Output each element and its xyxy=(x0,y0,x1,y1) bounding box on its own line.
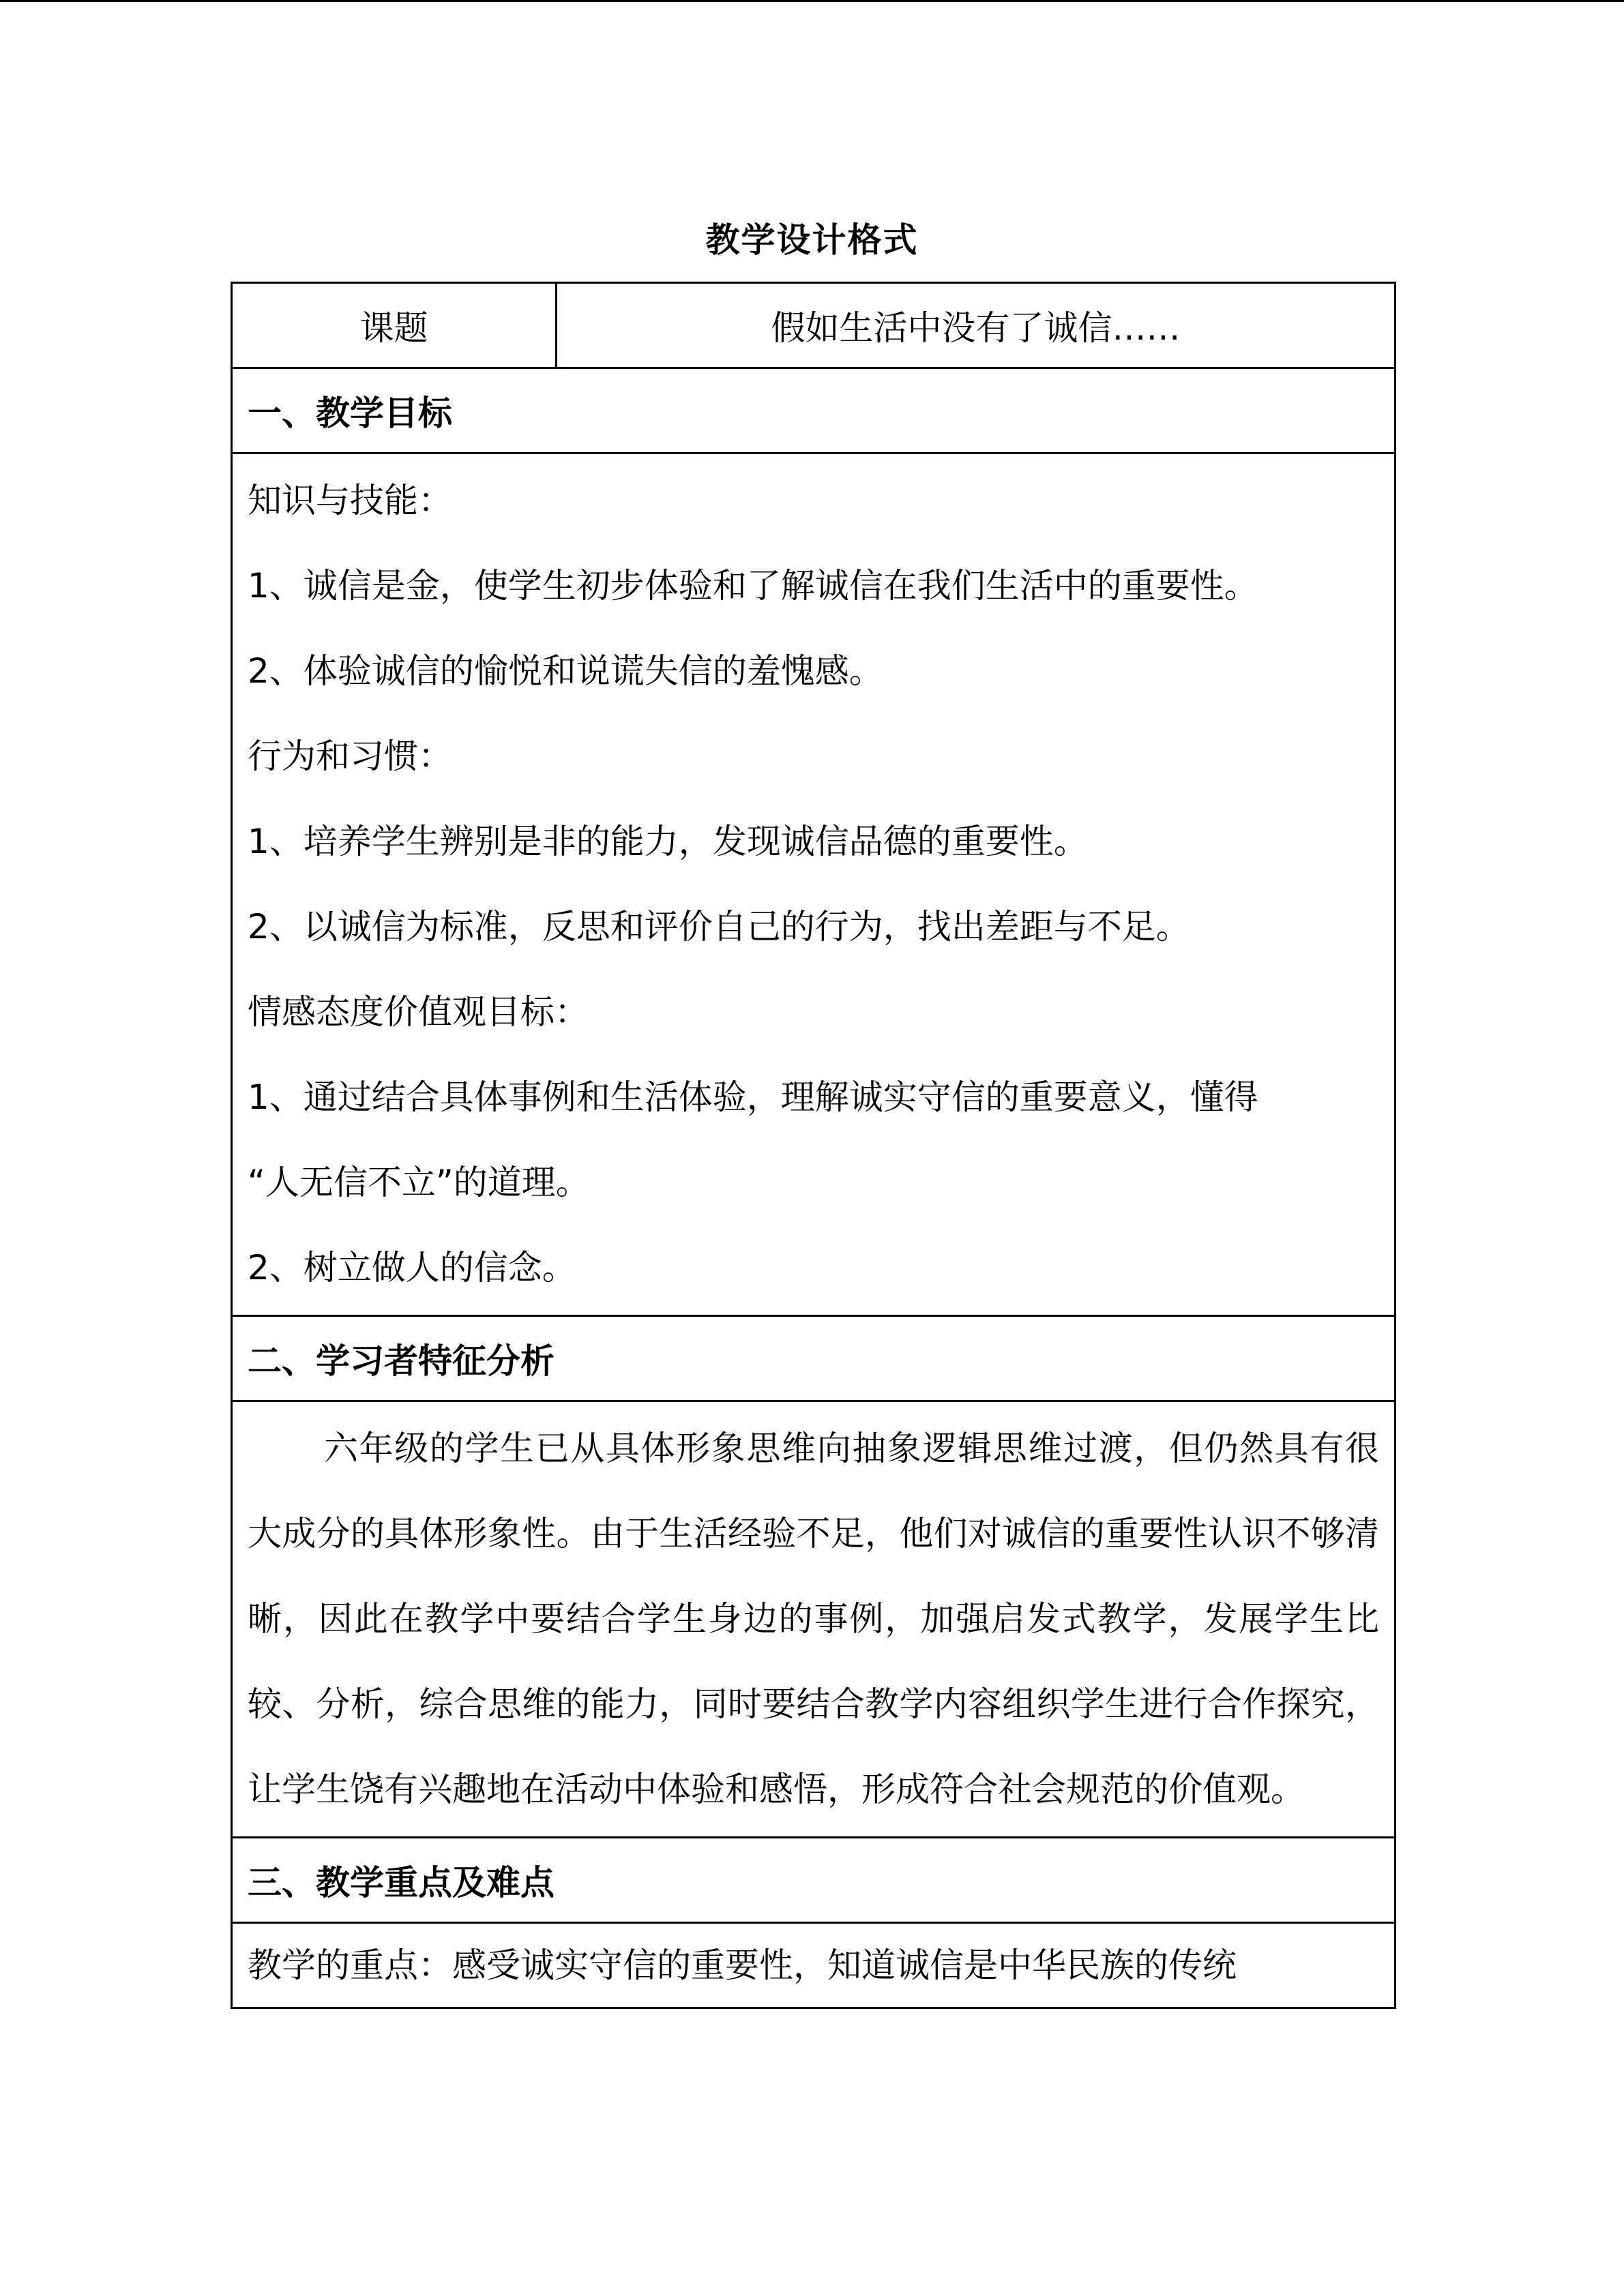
key-points-text: 教学的重点：感受诚实守信的重要性，知道诚信是中华民族的传统 xyxy=(248,1945,1237,1985)
objectives-line: 情感态度价值观目标： xyxy=(248,992,589,1032)
objectives-line: 1、培养学生辨别是非的能力，发现诚信品德的重要性。 xyxy=(248,822,1088,861)
objectives-content xyxy=(232,453,1396,1316)
learners-content xyxy=(232,1401,1396,1838)
objectives-line: “人无信不立”的道理。 xyxy=(248,1163,590,1202)
learners-heading: 二、学习者特征分析 xyxy=(232,1316,1396,1401)
learners-content-row xyxy=(232,1401,1396,1838)
objectives-line: 行为和习惯： xyxy=(248,736,452,776)
learners-paragraph: 六年级的学生已从具体形象思维向抽象逻辑思维过渡，但仍然具有很大成分的具体形象性。由于生活经验不足，他们对诚信的重要性认识不够清晰，因此在教学中要结合学生身边的事例，加强启发式教学，发展学生比较、分析，综合思维的能力，同时要结合教学内容组织学生进行合作探究，让学生饶有兴趣地在活动中体验和感悟，形成符合社会规范的价值观。 xyxy=(248,1429,1379,1809)
page-top-border xyxy=(0,0,1624,2)
objectives-line: 知识与技能： xyxy=(248,481,452,520)
objectives-line: 2、以诚信为标准，反思和评价自己的行为，找出差距与不足。 xyxy=(248,907,1190,946)
topic-value: 假如生活中没有了诚信…… xyxy=(557,283,1396,368)
key-points-content-row xyxy=(232,1923,1396,2008)
objectives-line: 2、体验诚信的愉悦和说谎失信的羞愧感。 xyxy=(248,651,883,691)
key-points-heading: 三、教学重点及难点 xyxy=(232,1838,1396,1923)
objectives-content-row xyxy=(232,453,1396,1316)
objectives-line: 1、通过结合具体事例和生活体验，理解诚实守信的重要意义，懂得 xyxy=(248,1077,1258,1117)
document-title: 教学设计格式 xyxy=(705,220,919,260)
lesson-plan-table xyxy=(231,282,1396,2009)
objectives-line: 1、诚信是金，使学生初步体验和了解诚信在我们生活中的重要性。 xyxy=(248,566,1258,606)
key-points-content xyxy=(232,1923,1396,2008)
section-heading-row xyxy=(232,1838,1396,1923)
section-heading-row xyxy=(232,368,1396,453)
topic-row xyxy=(232,283,1396,368)
objectives-heading: 一、教学目标 xyxy=(232,368,1396,453)
topic-label: 课题 xyxy=(232,283,557,368)
objectives-line: 2、树立做人的信念。 xyxy=(248,1248,576,1287)
section-heading-row xyxy=(232,1316,1396,1401)
